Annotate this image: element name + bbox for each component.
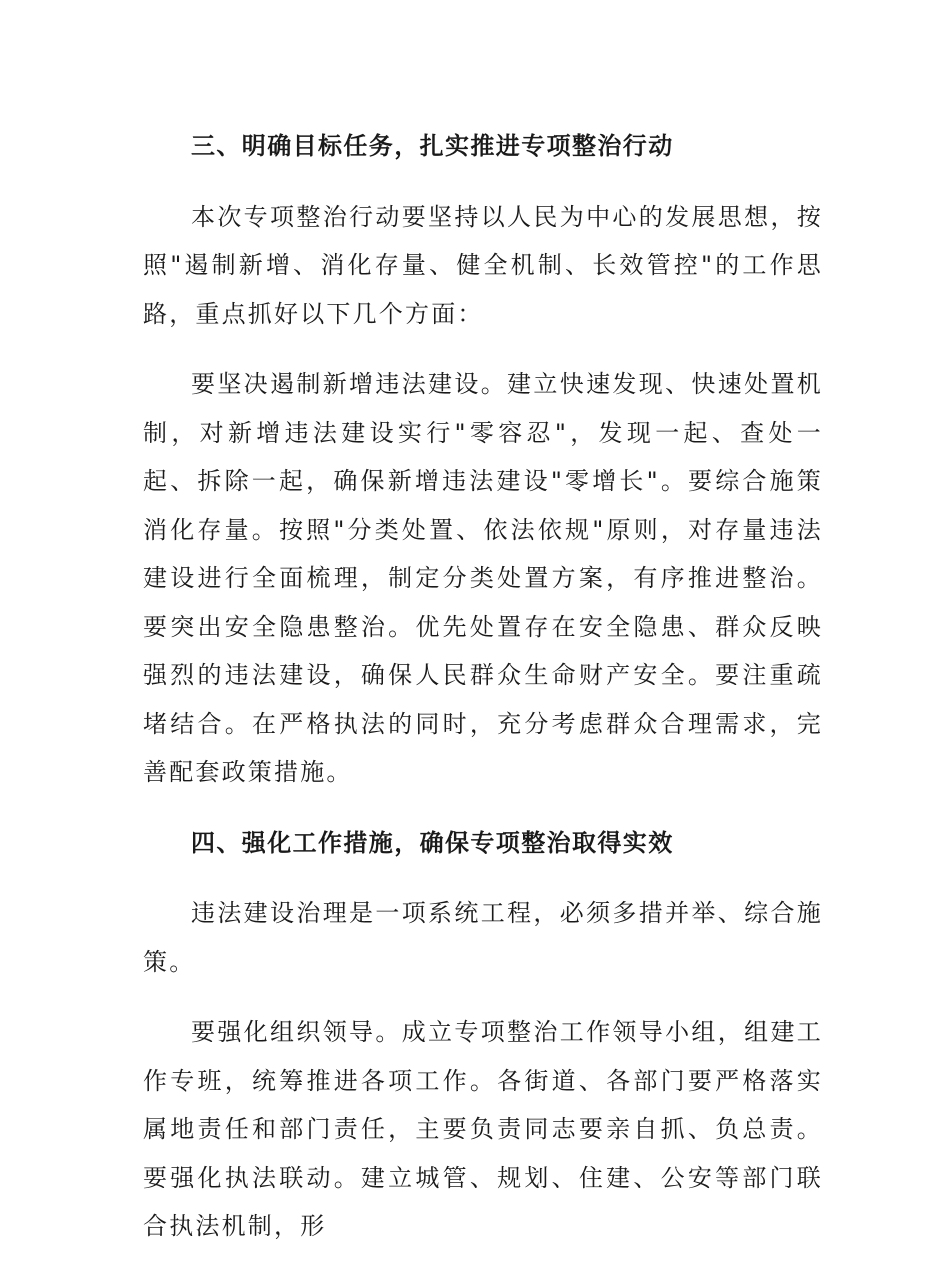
- paragraph-section-3-intro: 本次专项整治行动要坚持以人民为中心的发展思想，按照"遏制新增、消化存量、健全机制、长效管控"的工作思路，重点抓好以下几个方面：: [143, 202, 823, 328]
- section-heading-3: 三、明确目标任务，扎实推进专项整治行动: [191, 132, 674, 160]
- section-heading-4: 四、强化工作措施，确保专项整治取得实效: [191, 828, 674, 857]
- paragraph-section-3-body: 要坚决遏制新增违法建设。建立快速发现、快速处置机制，对新增违法建设实行"零容忍"，发现一起、查处一起、拆除一起，确保新增违法建设"零增长"。要综合施策消化存量。按照"分类处置、依法依规"原则，对存量违法建设进行全面梳理，制定分类处置方案，有序推进整治。要突出安全隐患整治。优先处置存在安全隐患、群众反映强烈的违法建设，确保人民群众生命财产安全。要注重疏堵结合。在严格执法的同时，充分考虑群众合理需求，完善配套政策措施。: [143, 370, 823, 786]
- paragraph-section-4-intro: 违法建设治理是一项系统工程，必须多措并举、综合施策。: [143, 899, 823, 976]
- paragraph-section-4-body: 要强化组织领导。成立专项整治工作领导小组，组建工作专班，统筹推进各项工作。各街道、各部门要严格落实属地责任和部门责任，主要负责同志要亲自抓、负总责。要强化执法联动。建立城管、规划、住建、公安等部门联合执法机制，形: [143, 1018, 823, 1240]
- document-body: [143, 122, 823, 1273]
